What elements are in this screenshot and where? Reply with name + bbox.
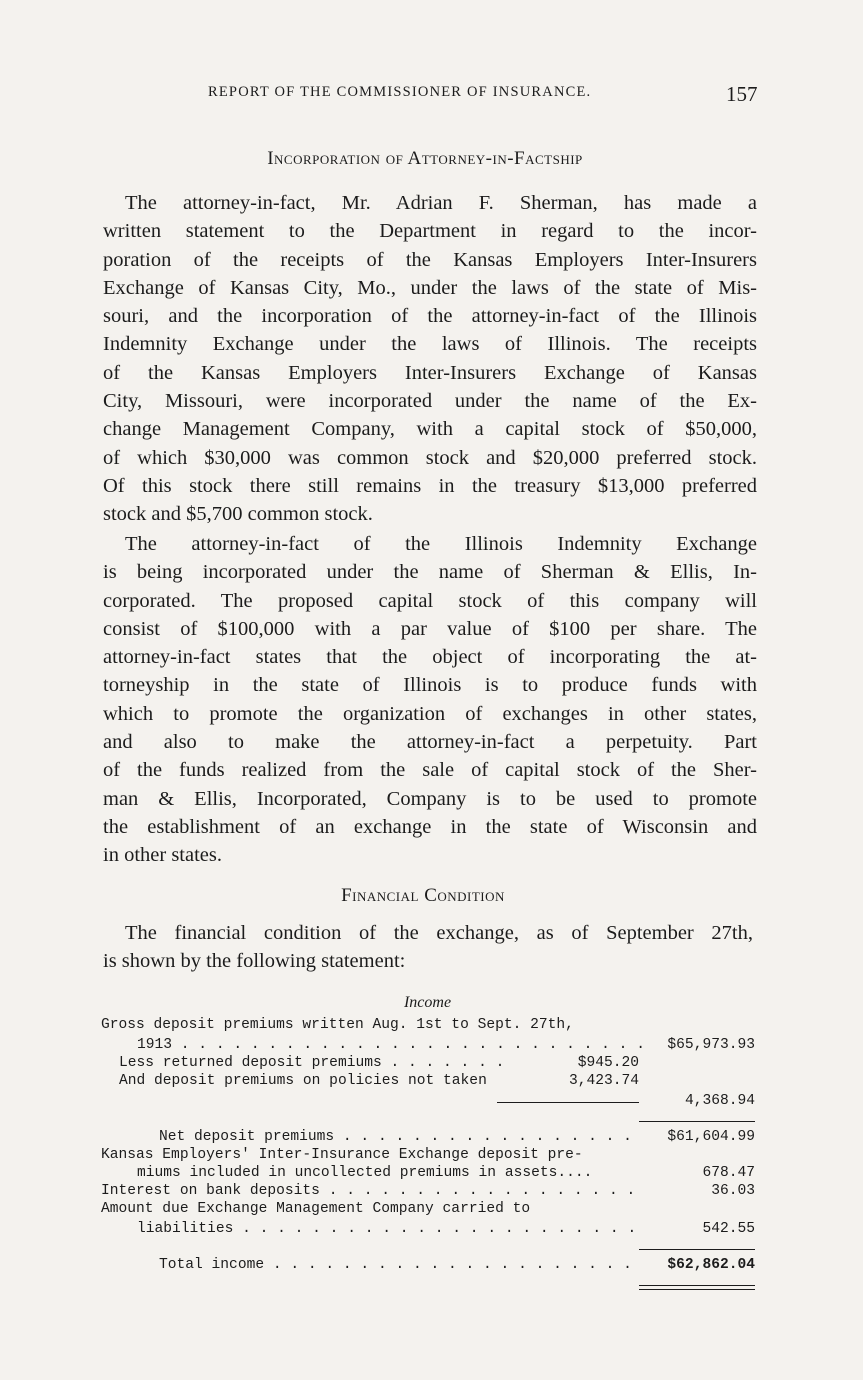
text-line: City, Missouri, were incorporated under the name of the Ex-: [103, 390, 757, 413]
statement-label: Gross deposit premiums written Aug. 1st to Sept. 27th,: [101, 1017, 574, 1033]
statement-label-text: Total income: [159, 1257, 265, 1273]
statement-label: [159, 1129, 639, 1145]
statement-label-text: liabilities: [137, 1221, 234, 1237]
statement-label: [137, 1037, 649, 1053]
statement-row-deductions: [101, 1093, 755, 1111]
text-line: the establishment of an exchange in the state of Wisconsin and: [103, 815, 757, 838]
section-heading-incorporation: Incorporation of Attorney-in-Factship: [267, 148, 583, 169]
double-rule-top: [639, 1285, 755, 1286]
text-line: The financial condition of the exchange, as of September 27th,: [125, 922, 753, 944]
text-line: Exchange of Kansas City, Mo., under the laws of the state of Mis-: [103, 276, 757, 299]
statement-label-text: Less returned deposit premiums: [119, 1055, 382, 1071]
paragraph-financial: [103, 919, 753, 976]
statement-amount: 4,368.94: [684, 1093, 755, 1109]
statement-label: [101, 1183, 639, 1199]
statement-row-total: [101, 1257, 755, 1275]
statement-label: [137, 1221, 639, 1237]
statement-amount: $61,604.99: [667, 1129, 755, 1145]
statement-label: Kansas Employers' Inter-Insurance Exchange deposit pre-: [101, 1147, 583, 1163]
text-line: man & Ellis, Incorporated, Company is to be used to promote: [103, 787, 757, 810]
statement-amount: 678.47: [702, 1165, 755, 1181]
statement-row-gross: [101, 1017, 755, 1035]
statement-row-gross-cont: [101, 1037, 755, 1055]
statement-label: [119, 1055, 509, 1071]
statement-row-kansas-cont: [101, 1165, 755, 1183]
text-line: of which $30,000 was common stock and $20,000 preferred stock.: [103, 446, 757, 469]
text-line: of the Kansas Employers Inter-Insurers Exchange of Kansas: [103, 361, 757, 384]
text-line: written statement to the Department in regard to the incor-: [103, 220, 757, 243]
statement-row-not-taken: [101, 1073, 755, 1091]
statement-label: And deposit premiums on policies not taken: [119, 1073, 487, 1089]
statement-row-kansas: [101, 1147, 755, 1165]
income-title: Income: [403, 994, 452, 1011]
text-line: The attorney-in-fact, Mr. Adrian F. Sherman, has made a: [125, 192, 757, 214]
paragraph-2: [103, 530, 757, 870]
statement-amount: $65,973.93: [667, 1037, 755, 1053]
section-heading-financial-condition: Financial Condition: [341, 885, 505, 906]
statement-label-text: 1913: [137, 1037, 173, 1053]
text-line: corporated. The proposed capital stock of this company will: [103, 589, 757, 612]
text-line: souri, and the incorporation of the attorney-in-fact of the Illinois: [103, 305, 757, 328]
statement-row-due: [101, 1201, 755, 1219]
subtotal-rule: [639, 1121, 755, 1122]
statement-amount: 542.55: [702, 1221, 755, 1237]
text-line: of the funds realized from the sale of capital stock of the Sher-: [103, 759, 757, 782]
paragraph-1: [103, 189, 757, 529]
statement-amount: $62,862.04: [667, 1257, 755, 1273]
text-line: change Management Company, with a capital stock of $50,000,: [103, 418, 757, 441]
text-line: Of this stock there still remains in the treasury $13,000 preferred: [103, 474, 757, 497]
statement-label-text: Net deposit premiums: [159, 1129, 335, 1145]
statement-row-due-cont: [101, 1221, 755, 1239]
statement-label: miums included in uncollected premiums in assets....: [137, 1165, 593, 1181]
text-line: which to promote the organization of exchanges in other states,: [103, 702, 757, 725]
double-rule-bottom: [639, 1289, 755, 1290]
statement-amount: 3,423.74: [568, 1073, 639, 1089]
text-line: The attorney-in-fact of the Illinois Indemnity Exchange: [125, 533, 757, 555]
total-rule: [639, 1249, 755, 1250]
text-line: poration of the receipts of the Kansas Employers Inter-Insurers: [103, 248, 757, 271]
text-line: Indemnity Exchange under the laws of Illinois. The receipts: [103, 333, 757, 356]
statement-label-text: Interest on bank deposits: [101, 1183, 320, 1199]
text-line: attorney-in-fact states that the object of incorporating the at-: [103, 646, 757, 669]
text-line: consist of $100,000 with a par value of $100 per share. The: [103, 617, 757, 640]
statement-label: Amount due Exchange Management Company carried to: [101, 1201, 531, 1217]
text-line: and also to make the attorney-in-fact a perpetuity. Part: [103, 731, 757, 754]
text-line: torneyship in the state of Illinois is to produce funds with: [103, 674, 757, 697]
text-line: stock and $5,700 common stock.: [103, 503, 373, 526]
text-line: is being incorporated under the name of Sherman & Ellis, In-: [103, 561, 757, 584]
page-number: 157: [726, 82, 758, 106]
statement-row-interest: [101, 1183, 755, 1201]
statement-label: [159, 1257, 639, 1273]
statement-amount: 36.03: [711, 1183, 755, 1199]
running-title: REPORT OF THE COMMISSIONER OF INSURANCE.: [208, 84, 592, 100]
statement-row-net: [101, 1129, 755, 1147]
statement-amount: $945.20: [577, 1055, 639, 1071]
statement-row-less-returned: [101, 1055, 755, 1073]
text-line: in other states.: [103, 844, 222, 867]
text-line: is shown by the following statement:: [103, 950, 406, 973]
